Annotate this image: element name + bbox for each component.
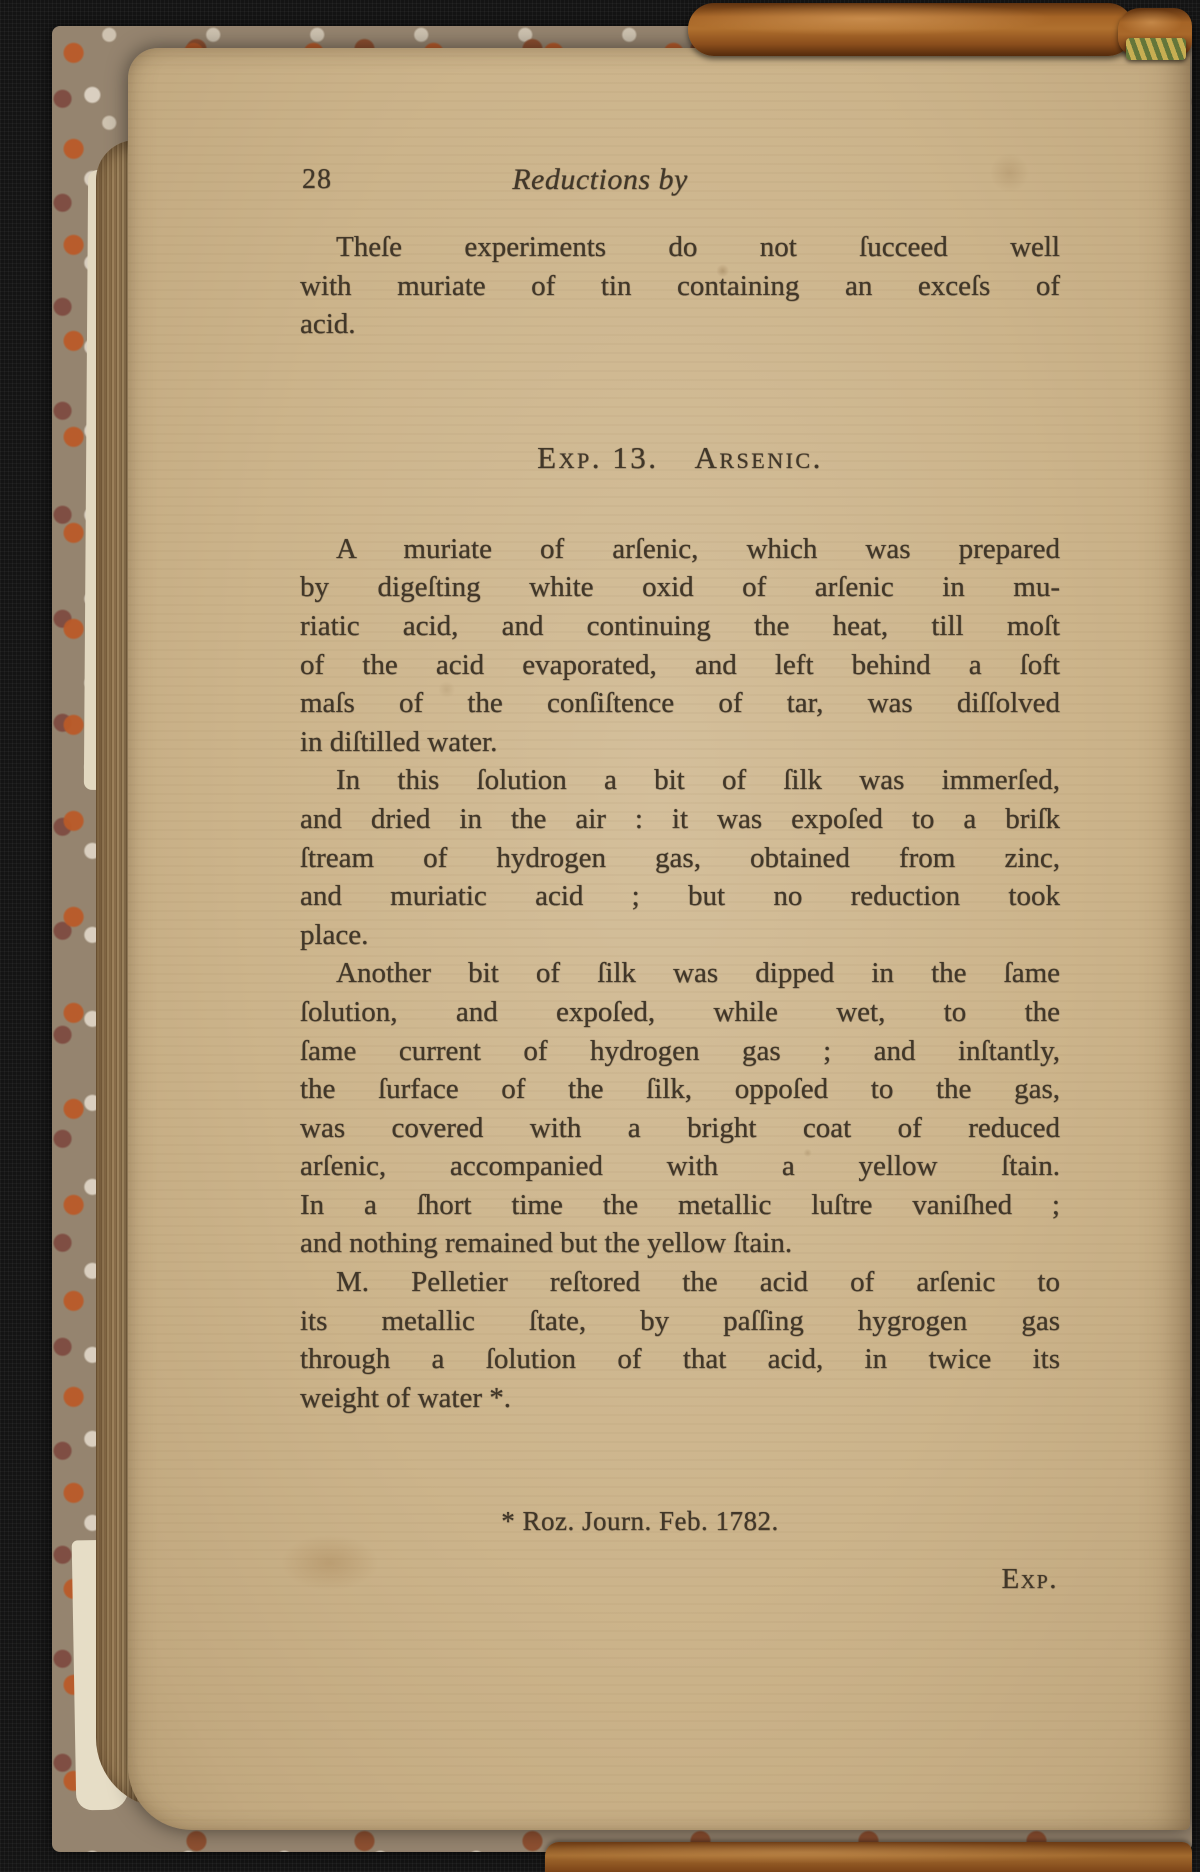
print-line: weight of water *.: [300, 1381, 511, 1414]
print-line: M. Pelletier reſtored the acid of arſenic to: [336, 1266, 1060, 1299]
print-line: and muriatic acid ; but no reduction took: [300, 880, 1060, 913]
print-line: the ſurface of the ſilk, oppoſed to the gas,: [300, 1073, 1060, 1106]
print-line: was covered with a bright coat of reduced: [300, 1111, 1060, 1144]
print-line: and nothing remained but the yellow ſtain.: [300, 1227, 793, 1260]
footnote: * Roz. Journ. Feb. 1782.: [501, 1506, 779, 1537]
print-line: in diſtilled water.: [300, 725, 498, 758]
print-line: and dried in the air : it was expoſed to a briſk: [300, 802, 1060, 835]
paragraph-1: [300, 228, 1060, 344]
print-line: maſs of the conſiſtence of tar, was diſſolved: [300, 687, 1060, 720]
print-line: through a ſolution of that acid, in twice its: [300, 1343, 1060, 1376]
catchword: Exp.: [1001, 1563, 1058, 1596]
print-line: ſtream of hydrogen gas, obtained from zinc,: [300, 841, 1060, 874]
running-title: Reductions by: [512, 163, 688, 196]
print-line: its metallic ſtate, by paſſing hygrogen gas: [300, 1304, 1060, 1337]
paragraph-4: [300, 954, 1060, 1263]
print-line: ſolution, and expoſed, while wet, to the: [300, 995, 1060, 1028]
text-block: [300, 160, 1060, 1596]
endband-stripes: [1126, 38, 1186, 60]
print-line: of the acid evaporated, and left behind a ſoft: [300, 648, 1060, 681]
page-number: 28: [302, 164, 332, 195]
print-line: Theſe experiments do not ſucceed well: [336, 231, 1060, 263]
print-line: arſenic, accompanied with a yellow ſtain.: [300, 1150, 1060, 1183]
print-line: Another bit of ſilk was dipped in the ſame: [336, 957, 1060, 990]
print-line: place.: [300, 918, 369, 951]
paragraph-3: [300, 761, 1060, 954]
print-line: ſame current of hydrogen gas ; and inſtantly,: [300, 1034, 1060, 1067]
book-page: [128, 48, 1190, 1830]
print-line: In a ſhort time the metallic luſtre vaniſhed ;: [300, 1188, 1060, 1221]
leather-spine-roll: [688, 3, 1134, 56]
section-heading: [300, 440, 1060, 476]
print-line: with muriate of tin containing an exceſs of: [300, 269, 1060, 302]
print-line: acid.: [300, 308, 356, 341]
print-line: A muriate of arſenic, which was prepared: [336, 532, 1060, 565]
page-header: [300, 160, 1060, 200]
paragraph-5: [300, 1263, 1060, 1417]
heading-exp-label: Exp. 13.: [537, 439, 659, 475]
heading-subject: Arsenic.: [694, 439, 823, 475]
print-line: In this ſolution a bit of ſilk was immerſed,: [336, 764, 1060, 797]
paragraph-2: [300, 530, 1060, 762]
print-line: by digeſting white oxid of arſenic in mu-: [300, 571, 1060, 604]
leather-spine-bottom: [545, 1842, 1192, 1872]
print-line: riatic acid, and continuing the heat, till moſt: [300, 609, 1060, 642]
